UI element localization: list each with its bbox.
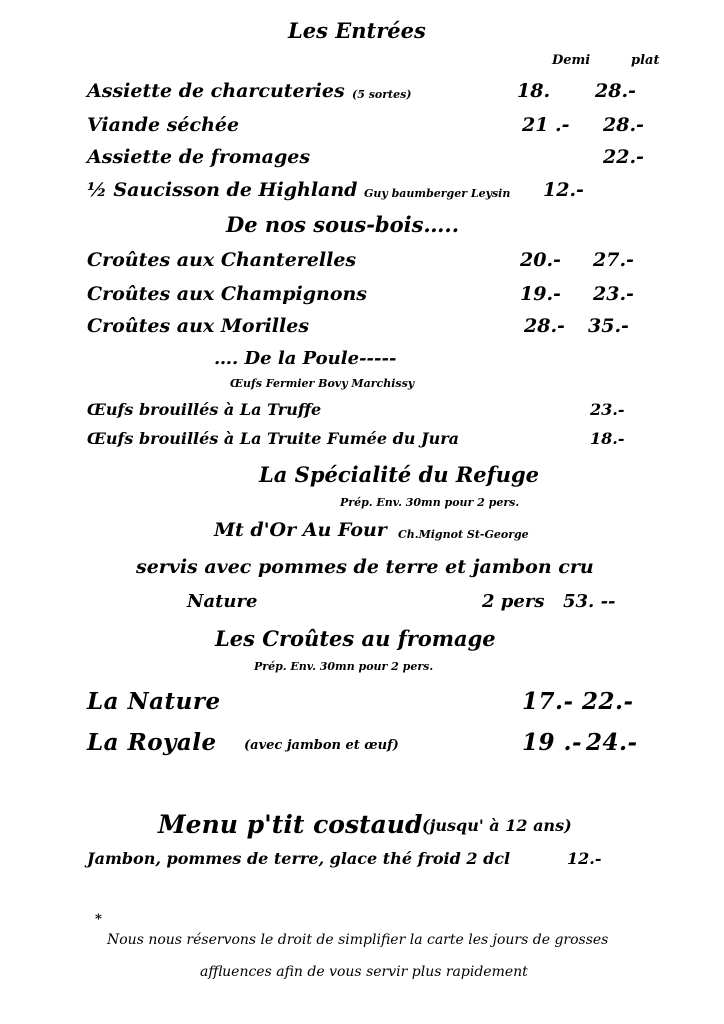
sous-bois-title: De nos sous-bois….. bbox=[226, 212, 460, 237]
footer-line-2: affluences afin de vous servir plus rapidement bbox=[200, 964, 528, 980]
item-la-royale: La Royale bbox=[87, 729, 217, 756]
footer-asterisk: * bbox=[95, 912, 102, 927]
item-la-royale-note: (avec jambon et œuf) bbox=[244, 738, 399, 753]
item-la-nature-demi: 17.- bbox=[522, 688, 574, 715]
item-morilles-plat: 35.- bbox=[588, 315, 629, 337]
item-viande-sechee-plat: 28.- bbox=[603, 114, 644, 136]
specialite-price: 53. -- bbox=[563, 591, 616, 612]
item-oeufs-truffe: Œufs brouillés à La Truffe bbox=[87, 400, 322, 419]
item-charcuteries-note: (5 sortes) bbox=[352, 88, 412, 101]
specialite-persons: 2 pers bbox=[482, 591, 545, 612]
item-la-royale-demi: 19 .- bbox=[522, 729, 583, 756]
kids-menu-price: 12.- bbox=[567, 849, 602, 868]
specialite-title: La Spécialité du Refuge bbox=[259, 462, 540, 487]
column-plat-label: plat bbox=[631, 53, 660, 68]
item-oeufs-truite: Œufs brouillés à La Truite Fumée du Jura bbox=[87, 429, 459, 448]
item-champignons-plat: 23.- bbox=[593, 283, 634, 305]
item-viande-sechee: Viande séchée bbox=[87, 114, 240, 136]
croutes-fromage-title: Les Croûtes au fromage bbox=[215, 626, 496, 651]
item-chanterelles-demi: 20.- bbox=[520, 249, 561, 271]
item-fromages: Assiette de fromages bbox=[87, 146, 311, 168]
item-chanterelles: Croûtes aux Chanterelles bbox=[87, 249, 357, 271]
poule-title: …. De la Poule----- bbox=[214, 348, 397, 369]
item-morilles: Croûtes aux Morilles bbox=[87, 315, 310, 337]
item-saucisson-demi: 12.- bbox=[543, 179, 584, 201]
item-saucisson-note: Guy baumberger Leysin bbox=[364, 187, 511, 200]
item-chanterelles-plat: 27.- bbox=[593, 249, 634, 271]
specialite-dish: Mt d'Or Au Four bbox=[214, 519, 387, 541]
item-charcuteries: Assiette de charcuteries bbox=[87, 80, 345, 102]
item-charcuteries-demi: 18. bbox=[517, 80, 551, 102]
kids-menu-title: Menu p'tit costaud bbox=[158, 810, 423, 839]
item-la-royale-plat: 24.- bbox=[586, 729, 638, 756]
specialite-prep: Prép. Env. 30mn pour 2 pers. bbox=[340, 496, 520, 509]
item-la-nature-plat: 22.- bbox=[582, 688, 634, 715]
footer-line-1: Nous nous réservons le droit de simplifier la carte les jours de grosses bbox=[107, 932, 609, 948]
croutes-fromage-prep: Prép. Env. 30mn pour 2 pers. bbox=[254, 660, 434, 673]
kids-menu-item: Jambon, pommes de terre, glace thé froid 2 dcl bbox=[87, 849, 511, 868]
specialite-variant: Nature bbox=[187, 591, 258, 612]
item-saucisson: ½ Saucisson de Highland bbox=[87, 179, 358, 201]
kids-menu-note: (jusqu' à 12 ans) bbox=[422, 816, 572, 835]
item-fromages-plat: 22.- bbox=[603, 146, 644, 168]
specialite-served: servis avec pommes de terre et jambon cru bbox=[136, 556, 594, 578]
item-champignons: Croûtes aux Champignons bbox=[87, 283, 367, 305]
column-demi-label: Demi bbox=[552, 53, 591, 68]
item-la-nature: La Nature bbox=[87, 688, 221, 715]
item-viande-sechee-demi: 21 .- bbox=[522, 114, 570, 136]
entrees-title: Les Entrées bbox=[288, 18, 426, 43]
specialite-dish-note: Ch.Mignot St-George bbox=[398, 528, 529, 541]
item-morilles-demi: 28.- bbox=[524, 315, 565, 337]
item-champignons-demi: 19.- bbox=[520, 283, 561, 305]
item-oeufs-truffe-price: 23.- bbox=[590, 400, 625, 419]
poule-subtitle: Œufs Fermier Bovy Marchissy bbox=[230, 377, 415, 390]
item-charcuteries-plat: 28.- bbox=[595, 80, 636, 102]
item-oeufs-truite-price: 18.- bbox=[590, 429, 625, 448]
